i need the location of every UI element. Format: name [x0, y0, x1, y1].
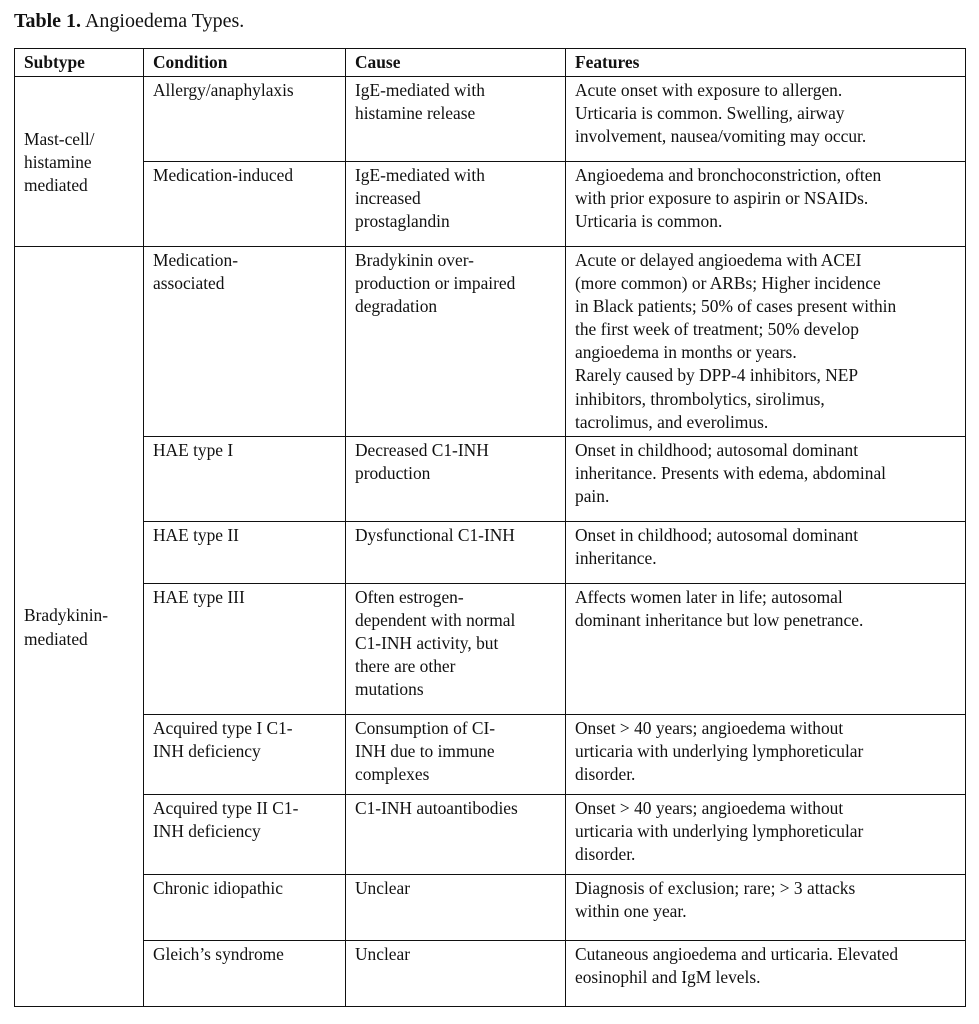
cause-cell: Dysfunctional C1-INH: [346, 522, 566, 584]
condition-cell: Medication-induced: [144, 162, 346, 247]
table-row: [15, 162, 966, 247]
header-subtype: Subtype: [15, 49, 144, 77]
cause-cell: Unclear: [346, 875, 566, 941]
header-features: Features: [566, 49, 966, 77]
cause-cell: C1-INH autoantibodies: [346, 795, 566, 875]
condition-cell: HAE type III: [144, 584, 346, 715]
table-caption-title: Angioedema Types.: [81, 10, 245, 32]
angioedema-types-table: [14, 48, 966, 1007]
features-cell: Acute onset with exposure to allergen. Urticaria is common. Swelling, airway involvement, nausea/vomiting may occur.: [566, 77, 966, 162]
condition-cell: Chronic idiopathic: [144, 875, 346, 941]
features-cell: Affects women later in life; autosomal dominant inheritance but low penetrance.: [566, 584, 966, 715]
table-row: [15, 795, 966, 875]
cause-cell: Consumption of CI- INH due to immune complexes: [346, 715, 566, 795]
table-row: [15, 715, 966, 795]
table-row: [15, 584, 966, 715]
cause-cell: IgE-mediated with histamine release: [346, 77, 566, 162]
cause-cell: Bradykinin over- production or impaired degradation: [346, 247, 566, 437]
table-row: [15, 941, 966, 1007]
condition-cell: Allergy/anaphylaxis: [144, 77, 346, 162]
table-row: [15, 247, 966, 437]
cause-cell: Unclear: [346, 941, 566, 1007]
table-caption-label: Table 1.: [14, 10, 82, 32]
table-row: [15, 77, 966, 162]
table-row: [15, 875, 966, 941]
features-cell: Onset in childhood; autosomal dominant inheritance.: [566, 522, 966, 584]
header-cause: Cause: [346, 49, 566, 77]
condition-cell: Acquired type II C1- INH deficiency: [144, 795, 346, 875]
features-cell: Onset > 40 years; angioedema without urticaria with underlying lymphoreticular disorder.: [566, 715, 966, 795]
table-caption: [14, 8, 244, 34]
condition-cell: HAE type I: [144, 437, 346, 522]
features-cell: Onset > 40 years; angioedema without urticaria with underlying lymphoreticular disorder.: [566, 795, 966, 875]
cause-cell: Decreased C1-INH production: [346, 437, 566, 522]
features-cell: Diagnosis of exclusion; rare; > 3 attacks within one year.: [566, 875, 966, 941]
cause-cell: IgE-mediated with increased prostaglandin: [346, 162, 566, 247]
features-cell: Cutaneous angioedema and urticaria. Elevated eosinophil and IgM levels.: [566, 941, 966, 1007]
condition-cell: Acquired type I C1- INH deficiency: [144, 715, 346, 795]
table-row: [15, 522, 966, 584]
table-header-row: [15, 49, 966, 77]
subtype-cell: Mast-cell/ histamine mediated: [15, 77, 144, 247]
condition-cell: Medication- associated: [144, 247, 346, 437]
condition-cell: HAE type II: [144, 522, 346, 584]
features-cell: Angioedema and bronchoconstriction, often with prior exposure to aspirin or NSAIDs. Urticaria is common.: [566, 162, 966, 247]
features-cell: Onset in childhood; autosomal dominant inheritance. Presents with edema, abdominal pain.: [566, 437, 966, 522]
table-row: [15, 437, 966, 522]
header-condition: Condition: [144, 49, 346, 77]
condition-cell: Gleich’s syndrome: [144, 941, 346, 1007]
features-cell: Acute or delayed angioedema with ACEI (more common) or ARBs; Higher incidence in Black patients; 50% of cases present within the first week of treatment; 50% develop angioedema in months or years. Rarely caused by DPP-4 inhibitors, NEP inhibitors, thrombolytics, sirolimus, tacrolimus, and everolimus.: [566, 247, 966, 437]
subtype-cell: Bradykinin- mediated: [15, 247, 144, 1007]
cause-cell: Often estrogen- dependent with normal C1-INH activity, but there are other mutations: [346, 584, 566, 715]
